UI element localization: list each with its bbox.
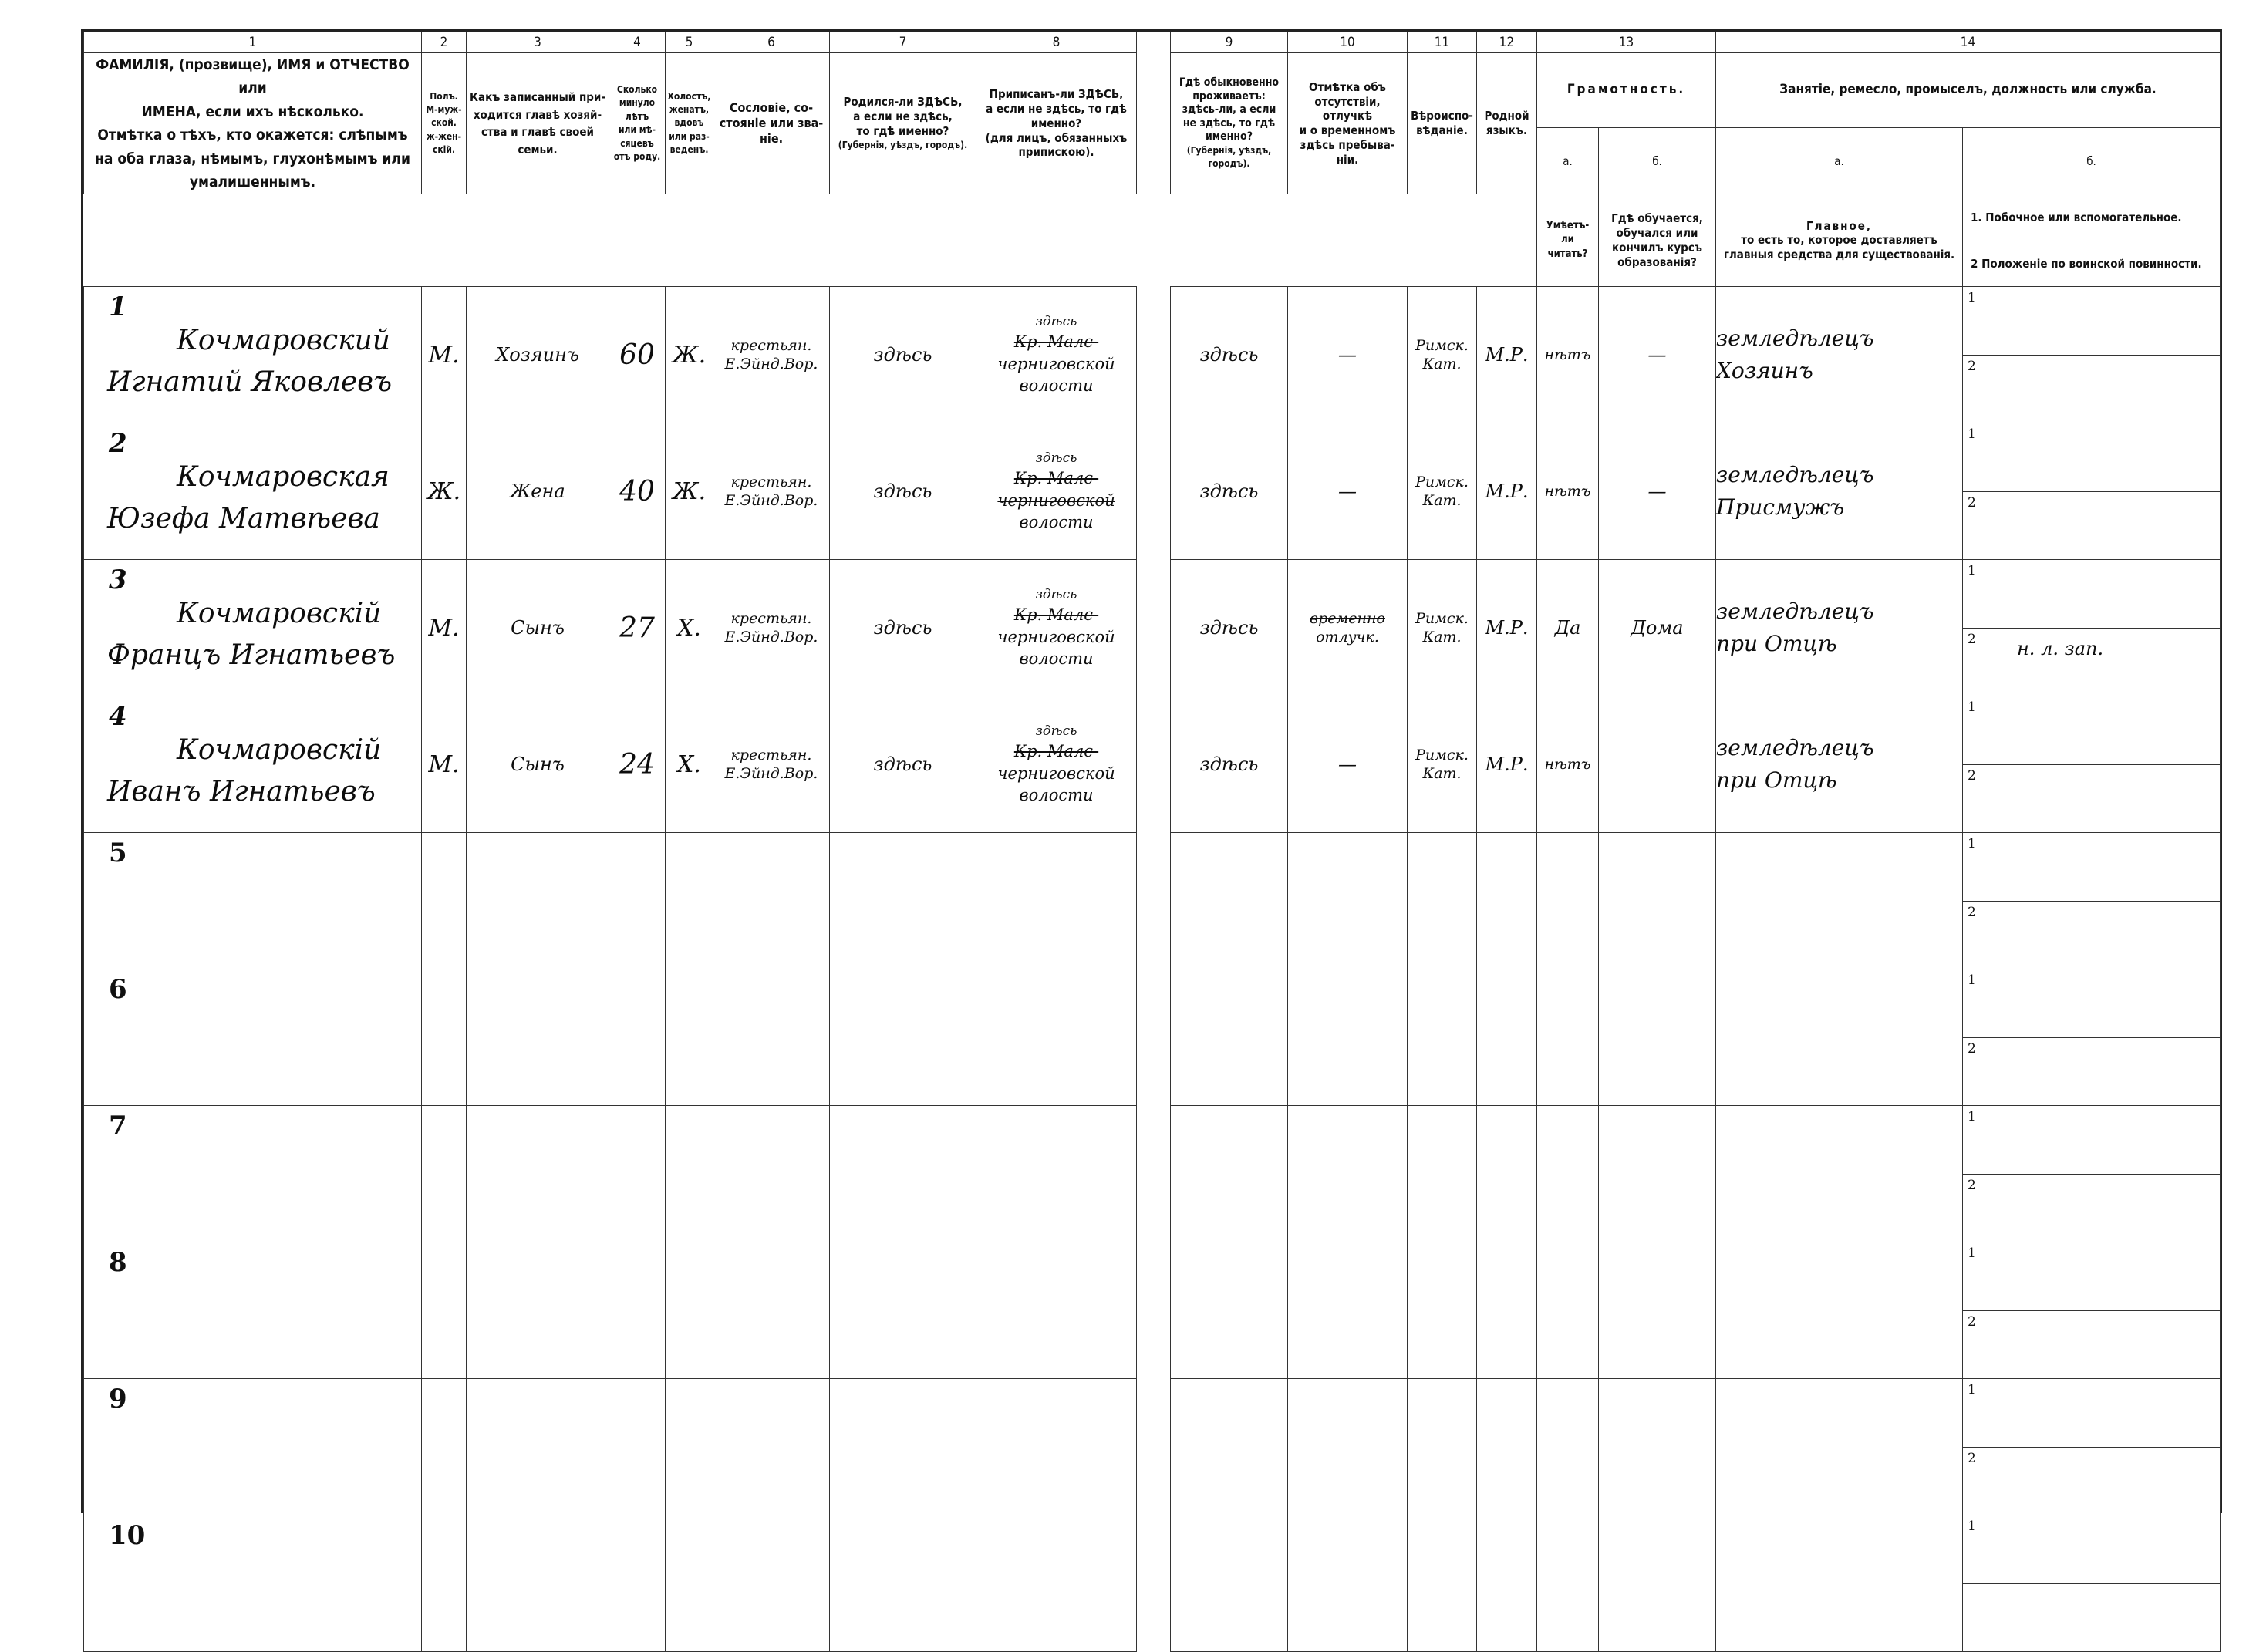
header-residence: Гдѣ обыкновенно проживаетъ: здѣсь-ли, а если не здѣсь, то гдѣ именно? (Губернія, уѣздъ, городъ).: [1171, 53, 1288, 194]
col-num-12: 12: [1477, 32, 1537, 53]
header-literacy-a: а.: [1537, 127, 1599, 194]
cell-literate: Да: [1537, 560, 1599, 696]
cell-education: Дома: [1599, 560, 1716, 696]
row-number: 2: [109, 428, 127, 460]
header-born: Родился-ли ЗДѢСЬ, а если не здѣсь, то гдѣ именно? (Губернія, уѣздъ, городъ).: [830, 53, 976, 194]
col-num-6: 6: [713, 32, 830, 53]
header-language: Родной языкъ.: [1477, 53, 1537, 194]
cell-ascribed: здѣсь Кр. Малс- черниговской волости: [976, 696, 1137, 833]
empty-row: 6 1 2: [84, 969, 2221, 1106]
cell-occupation: земледѣлецъ при Отцѣ: [1716, 560, 1963, 696]
header-can-read: Умѣетъ- ли читать?: [1537, 194, 1599, 287]
cell-age: 24: [609, 696, 666, 833]
binding-gap-header: [1137, 53, 1171, 194]
header-sex: Полъ. М-муж- ской. ж-жен- скій.: [422, 53, 467, 194]
cell-relation: Жена: [467, 423, 609, 560]
header-ascribed: Приписанъ-ли ЗДѢСЬ, а если не здѣсь, то гдѣ именно? (для лицъ, обязанныхъ припискою).: [976, 53, 1137, 194]
cell-name: [84, 287, 422, 423]
cell-religion: Римск. Кат.: [1408, 287, 1477, 423]
binding-gap: [1137, 32, 1171, 53]
census-sheet: [81, 29, 2222, 1552]
header-literacy: Грамотность.: [1537, 53, 1716, 128]
col-num-10: 10: [1288, 32, 1408, 53]
surname: Кочмаровский: [177, 325, 390, 357]
cell-ascribed: здѣсь Кр. Малс- черниговской волости: [976, 287, 1137, 423]
column-number-row: [84, 32, 2221, 53]
header-absence: Отмѣтка объ отсутствіи, отлучкѣ и о временномъ здѣсь пребыва- ніи.: [1288, 53, 1408, 194]
cell-education: [1599, 696, 1716, 833]
cell-marital: Ж.: [666, 423, 713, 560]
cell-language: М.Р.: [1477, 287, 1537, 423]
cell-born: здѣсь: [830, 423, 976, 560]
col-num-2: 2: [422, 32, 467, 53]
row-number: 5: [109, 838, 127, 869]
table-row: [84, 560, 2221, 696]
col-num-3: 3: [467, 32, 609, 53]
cell-residence: здѣсь: [1171, 560, 1288, 696]
empty-row: 9 1 2: [84, 1379, 2221, 1515]
cell-occupation: земледѣлецъ Хозяинъ: [1716, 287, 1963, 423]
cell-secondary: 1 2 н. л. зап.: [1963, 560, 2221, 696]
cell-literate: нѣтъ: [1537, 423, 1599, 560]
cell-absence: —: [1288, 287, 1408, 423]
cell-relation: Хозяинъ: [467, 287, 609, 423]
col-num-11: 11: [1408, 32, 1477, 53]
row-number: 4: [109, 701, 127, 733]
cell-ascribed: здѣсь Кр. Малс- черниговской волости: [976, 423, 1137, 560]
cell-ascribed: здѣсь Кр. Малс- черниговской волости: [976, 560, 1137, 696]
header-detail-row: [84, 194, 2221, 287]
cell-sex: М.: [422, 696, 467, 833]
cell-estate: крестьян. Е.Эйнд.Вор.: [713, 287, 830, 423]
census-table: [83, 32, 2221, 1652]
cell-language: М.Р.: [1477, 560, 1537, 696]
cell-age: 40: [609, 423, 666, 560]
header-marital: Холостъ, женатъ, вдовъ или раз- веденъ.: [666, 53, 713, 194]
given-names: Иванъ Игнатьевъ: [107, 776, 376, 808]
header-filler: [84, 194, 1537, 287]
surname: Кочмаровскій: [177, 598, 382, 630]
cell-absence: временно отлучк.: [1288, 560, 1408, 696]
given-names: Францъ Игнатьевъ: [107, 639, 396, 672]
empty-row: 5 1 2: [84, 833, 2221, 969]
cell-residence: здѣсь: [1171, 423, 1288, 560]
cell-language: М.Р.: [1477, 696, 1537, 833]
cell-secondary: 1 2: [1963, 287, 2221, 423]
cell-literate: нѣтъ: [1537, 696, 1599, 833]
row-number: 10: [109, 1520, 146, 1552]
col-num-1: 1: [84, 32, 422, 53]
cell-religion: Римск. Кат.: [1408, 560, 1477, 696]
cell-name: [84, 696, 422, 833]
row-number: 7: [109, 1111, 127, 1142]
cell-sex: М.: [422, 560, 467, 696]
row-number: 9: [109, 1384, 127, 1415]
cell-age: 60: [609, 287, 666, 423]
cell-relation: Сынъ: [467, 696, 609, 833]
given-names: Игнатий Яковлевъ: [107, 366, 393, 399]
header-relation: Какъ записанный при- ходится главѣ хозяй- ства и главѣ своей семьи.: [467, 53, 609, 194]
empty-row: 8 1 2: [84, 1242, 2221, 1379]
cell-relation: Сынъ: [467, 560, 609, 696]
col-num-5: 5: [666, 32, 713, 53]
cell-residence: здѣсь: [1171, 287, 1288, 423]
cell-absence: —: [1288, 696, 1408, 833]
cell-sex: М.: [422, 287, 467, 423]
col-num-9: 9: [1171, 32, 1288, 53]
cell-born: здѣсь: [830, 696, 976, 833]
header-estate: Сословіе, со- стояніе или зва- ніе.: [713, 53, 830, 194]
cell-estate: крестьян. Е.Эйнд.Вор.: [713, 560, 830, 696]
cell-born: здѣсь: [830, 287, 976, 423]
row-number: 1: [109, 292, 127, 323]
row-number: 8: [109, 1247, 127, 1279]
cell-age: 27: [609, 560, 666, 696]
header-occupation: Занятіе, ремесло, промыселъ, должность или служба.: [1716, 53, 2221, 128]
header-religion: Вѣроиспо- вѣданіе.: [1408, 53, 1477, 194]
cell-born: здѣсь: [830, 560, 976, 696]
col-num-4: 4: [609, 32, 666, 53]
col-num-7: 7: [830, 32, 976, 53]
cell-residence: здѣсь: [1171, 696, 1288, 833]
cell-secondary: 1 2: [1963, 423, 2221, 560]
header-occupation-a: а.: [1716, 127, 1963, 194]
cell-occupation: земледѣлецъ при Отцѣ: [1716, 696, 1963, 833]
header-secondary-occupation: 1. Побочное или вспомогательное. 2 Положеніе по воинской повинности.: [1963, 194, 2221, 287]
cell-secondary: 1 2: [1963, 696, 2221, 833]
cell-education: —: [1599, 287, 1716, 423]
cell-marital: Х.: [666, 696, 713, 833]
cell-name: [84, 560, 422, 696]
cell-education: —: [1599, 423, 1716, 560]
header-literacy-b: б.: [1599, 127, 1716, 194]
col-num-8: 8: [976, 32, 1137, 53]
cell-marital: Ж.: [666, 287, 713, 423]
cell-marital: Х.: [666, 560, 713, 696]
header-row: [84, 53, 2221, 128]
surname: Кочмаровскій: [177, 734, 382, 767]
cell-estate: крестьян. Е.Эйнд.Вор.: [713, 696, 830, 833]
surname: Кочмаровская: [177, 461, 390, 494]
cell-sex: Ж.: [422, 423, 467, 560]
header-age: Сколько минуло лѣтъ или мѣ- сяцевъ отъ роду.: [609, 53, 666, 194]
row-number: 6: [109, 974, 127, 1006]
empty-row: 7 1 2: [84, 1106, 2221, 1242]
cell-literate: нѣтъ: [1537, 287, 1599, 423]
cell-religion: Римск. Кат.: [1408, 696, 1477, 833]
header-name: ФАМИЛІЯ, (прозвище), ИМЯ и ОТЧЕСТВО или ИМЕНА, если ихъ нѣсколько. Отмѣтка о тѣхъ, кто окажется: слѣпымъ на оба глаза, нѣмымъ, глухонѣмымъ или умалишеннымъ.: [84, 53, 422, 194]
header-occupation-b: б.: [1963, 127, 2221, 194]
table-row: [84, 287, 2221, 423]
col-num-14: 14: [1716, 32, 2221, 53]
table-row: [84, 423, 2221, 560]
col-num-13: 13: [1537, 32, 1716, 53]
cell-religion: Римск. Кат.: [1408, 423, 1477, 560]
given-names: Юзефа Матвѣева: [107, 503, 380, 535]
cell-name: [84, 423, 422, 560]
row-number: 3: [109, 565, 127, 596]
empty-row: 10 1: [84, 1515, 2221, 1652]
cell-occupation: земледѣлецъ Присмужъ: [1716, 423, 1963, 560]
header-education: Гдѣ обучается, обучался или кончилъ курсъ образованія?: [1599, 194, 1716, 287]
cell-absence: —: [1288, 423, 1408, 560]
header-main-occupation: Главное, то есть то, которое доставляетъ главныя средства для существованія.: [1716, 194, 1963, 287]
cell-estate: крестьян. Е.Эйнд.Вор.: [713, 423, 830, 560]
cell-language: М.Р.: [1477, 423, 1537, 560]
table-row: [84, 696, 2221, 833]
